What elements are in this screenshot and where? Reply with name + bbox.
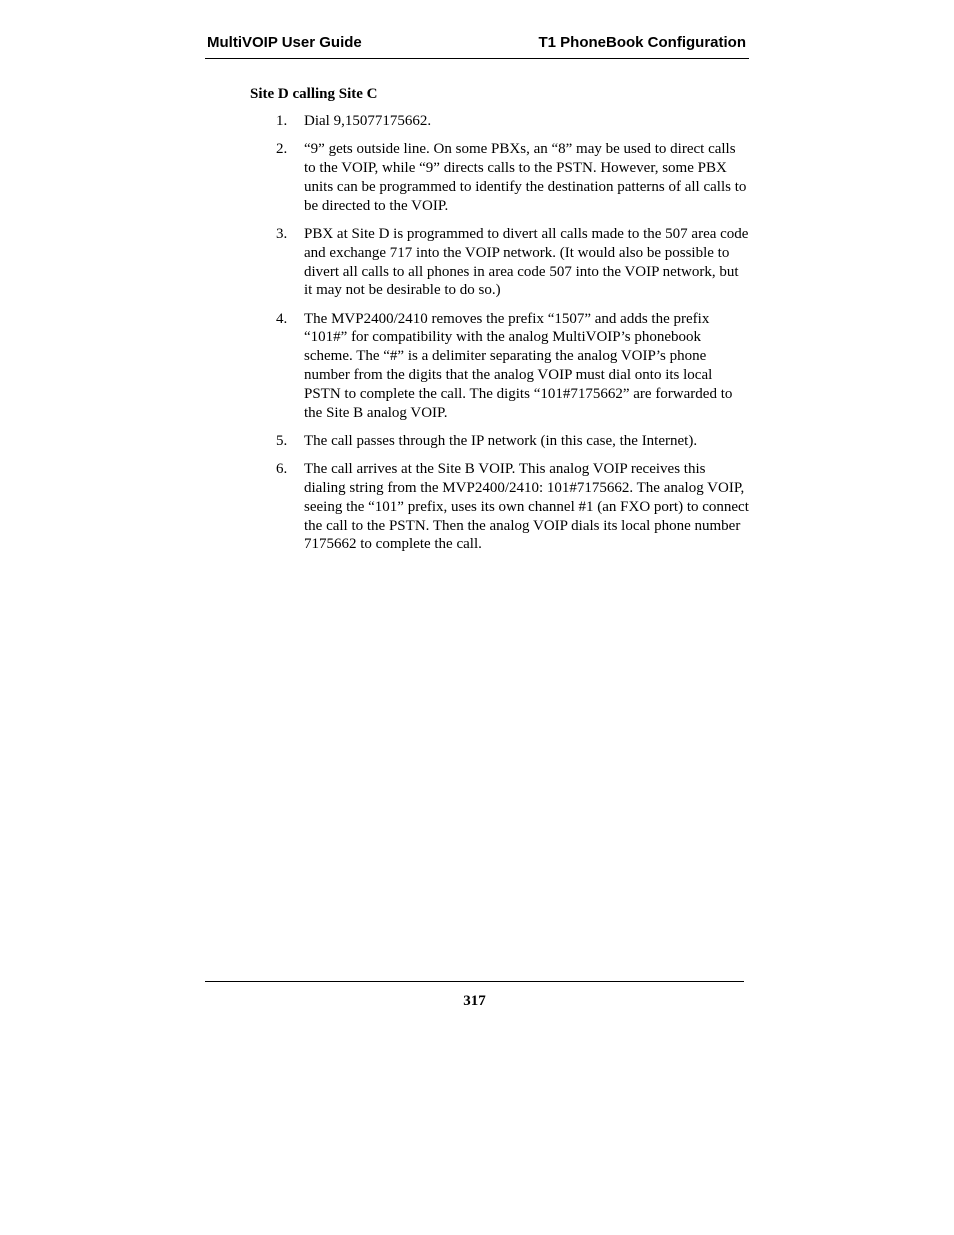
step-text: PBX at Site D is programmed to divert all calls made to the 507 area code and exchange 717 into the VOIP network. (It would also be possible to divert all calls to all phones in area code 507 into the VOIP network, but it may not be desirable to do so.) — [304, 225, 749, 299]
step-number: 1. — [276, 113, 288, 129]
step-number: 6. — [276, 461, 288, 478]
step-number: 4. — [276, 310, 288, 327]
step-item — [274, 432, 749, 451]
section-title: Site D calling Site C — [250, 86, 378, 102]
step-text: The call arrives at the Site B VOIP. This analog VOIP receives this dialing string from the MVP2400/2410: 101#7175662. The analog VOIP, seeing the “101” prefix, uses its own channel #1 (an FXO port) to connect the call to the PSTN. Then the analog VOIP dials its local phone number 7175662 to complete the call. — [304, 461, 749, 553]
footer-divider — [205, 981, 744, 982]
page-number: 317 — [463, 993, 486, 1009]
header-chapter-title: T1 PhoneBook Configuration — [538, 34, 746, 51]
step-number: 5. — [276, 432, 288, 449]
steps-list — [274, 112, 749, 564]
step-text: The call passes through the IP network (in this case, the Internet). — [304, 432, 698, 449]
step-item — [274, 140, 749, 215]
step-item — [274, 460, 749, 554]
header-document-title: MultiVOIP User Guide — [207, 34, 362, 51]
step-item — [274, 112, 749, 131]
step-item — [274, 225, 749, 300]
step-number: 2. — [276, 141, 288, 158]
step-text: The MVP2400/2410 removes the prefix “1507” and adds the prefix “101#” for compatibility with the analog MultiVOIP’s phonebook scheme. The “#” is a delimiter separating the analog VOIP’s phone number from the digits that the analog VOIP must dial onto its local PSTN to complete the call. The digits “101#7175662” are forwarded to the Site B analog VOIP. — [304, 310, 733, 421]
step-text: Dial 9,15077175662. — [304, 113, 432, 129]
step-item — [274, 310, 749, 423]
header-divider — [205, 58, 749, 59]
step-text: “9” gets outside line. On some PBXs, an “8” may be used to direct calls to the VOIP, while “9” directs calls to the PSTN. However, some PBX units can be programmed to identify the destination patterns of all calls to be directed to the VOIP. — [304, 141, 747, 214]
step-number: 3. — [276, 225, 288, 242]
